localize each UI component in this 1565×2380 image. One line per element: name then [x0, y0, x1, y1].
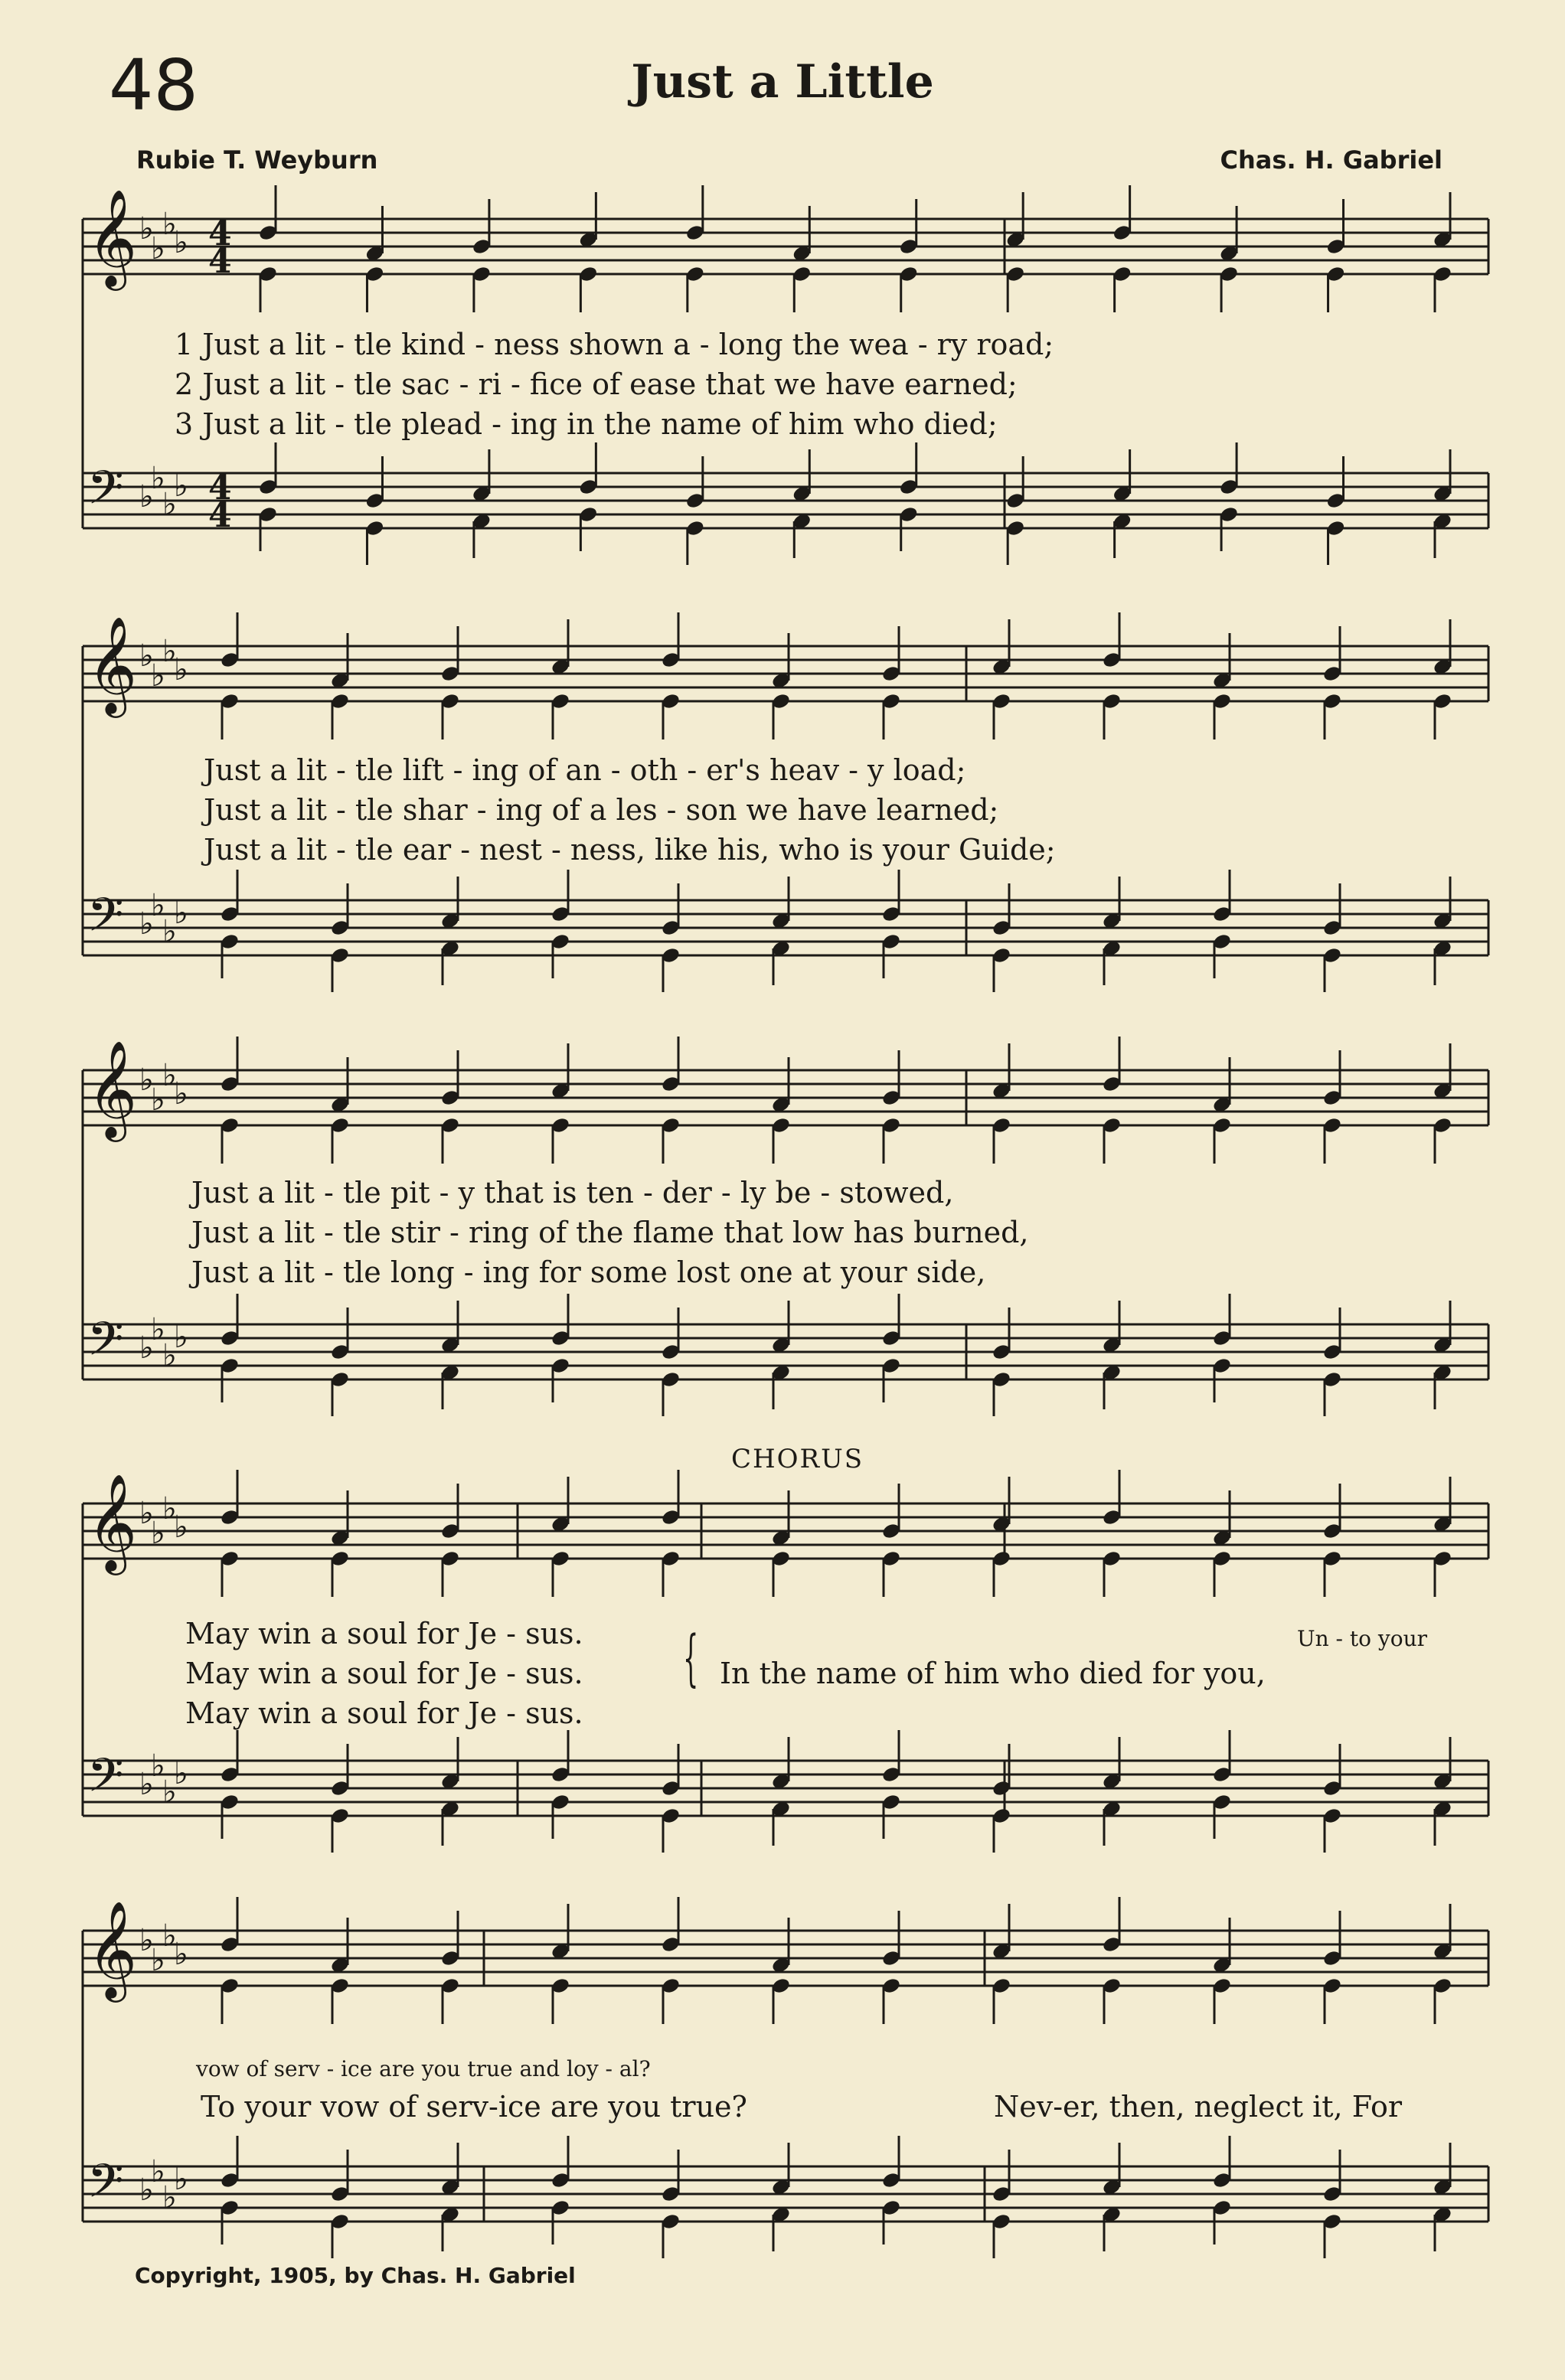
flat-icon: ♭ [139, 906, 154, 942]
flat-icon: ♭ [174, 1320, 188, 1355]
echo-line: vow of serv - ice are you true and loy - al? [196, 2056, 651, 2081]
flat-icon: ♭ [174, 468, 188, 504]
verse-line: Just a lit - tle stir - ring of the flame that low has burned, [191, 1216, 1029, 1249]
treble-clef-icon: 𝄞 [87, 1040, 138, 1138]
flat-icon: ♭ [139, 1923, 154, 1958]
chorus-line: Nev-er, then, neglect it, For [994, 2090, 1403, 2124]
verse-line: Just a lit - tle ear - nest - ness, like his, who is your Guide; [204, 833, 1056, 867]
bass-clef-icon: 𝄢 [87, 888, 124, 954]
flat-icon: ♭ [174, 1937, 188, 1972]
lyricist-credit: Rubie T. Weyburn [136, 145, 378, 175]
chorus-line: To your vow of serv-ice are you true? [201, 2090, 747, 2124]
brace: { [683, 1622, 699, 1693]
time-signature: 4 [208, 496, 232, 535]
bass-clef-icon: 𝄢 [87, 1312, 124, 1378]
refrain-line: May win a soul for Je - sus. [185, 1657, 583, 1690]
time-signature: 4 [208, 242, 232, 281]
flat-icon: ♭ [174, 1756, 188, 1791]
flat-icon: ♭ [151, 461, 165, 496]
bass-clef-icon: 𝄢 [87, 461, 124, 527]
flat-icon: ♭ [162, 634, 177, 669]
flat-icon: ♭ [174, 225, 188, 260]
flat-icon: ♭ [139, 479, 154, 514]
flat-icon: ♭ [174, 896, 188, 931]
flat-icon: ♭ [174, 1510, 188, 1545]
copyright-notice: Copyright, 1905, by Chas. H. Gabriel [135, 2263, 576, 2288]
refrain-line: May win a soul for Je - sus. [185, 1617, 583, 1650]
treble-clef-icon: 𝄞 [87, 1473, 138, 1571]
page-number: 48 [109, 44, 199, 126]
flat-icon: ♭ [162, 207, 177, 242]
bass-clef-icon: 𝄢 [87, 1748, 124, 1814]
flat-icon: ♭ [151, 1516, 165, 1551]
flat-icon: ♭ [139, 1767, 154, 1802]
flat-icon: ♭ [162, 1058, 177, 1093]
chorus-label: CHORUS [731, 1444, 864, 1474]
flat-icon: ♭ [139, 1496, 154, 1531]
echo-line: Un - to your [1297, 1626, 1427, 1651]
verse-line: 2 Just a lit - tle sac - ri - fice of ease that we have earned; [175, 367, 1018, 401]
time-signature: 4 [208, 468, 232, 508]
treble-clef-icon: 𝄞 [87, 1900, 138, 1998]
flat-icon: ♭ [151, 2154, 165, 2189]
flat-icon: ♭ [139, 638, 154, 674]
bass-clef-icon: 𝄢 [87, 2154, 124, 2220]
flat-icon: ♭ [139, 2173, 154, 2208]
flat-icon: ♭ [151, 1748, 165, 1784]
verse-line: Just a lit - tle pit - y that is ten - der - ly be - stowed, [191, 1176, 954, 1210]
flat-icon: ♭ [151, 1082, 165, 1118]
verse-line: Just a lit - tle long - ing for some lost one at your side, [191, 1255, 986, 1289]
composer-credit: Chas. H. Gabriel [1220, 145, 1442, 175]
flat-icon: ♭ [151, 1312, 165, 1347]
refrain-line: May win a soul for Je - sus. [185, 1696, 583, 1730]
verse-line: Just a lit - tle shar - ing of a les - son we have learned; [204, 793, 999, 827]
hymn-title: Just a Little [631, 55, 934, 109]
flat-icon: ♭ [174, 2162, 188, 2197]
flat-icon: ♭ [151, 1943, 165, 1978]
chorus-line: In the name of him who died for you, [720, 1657, 1266, 1690]
verse-line: Just a lit - tle lift - ing of an - oth - er's heav - y load; [204, 753, 966, 787]
flat-icon: ♭ [162, 914, 177, 949]
time-signature: 4 [208, 214, 232, 253]
flat-icon: ♭ [162, 1491, 177, 1526]
flat-icon: ♭ [151, 231, 165, 266]
flat-icon: ♭ [151, 658, 165, 694]
flat-icon: ♭ [139, 211, 154, 246]
verse-line: 1 Just a lit - tle kind - ness shown a - long the wea - ry road; [175, 328, 1054, 361]
flat-icon: ♭ [174, 1076, 188, 1112]
flat-icon: ♭ [139, 1063, 154, 1098]
treble-clef-icon: 𝄞 [87, 615, 138, 713]
treble-clef-icon: 𝄞 [87, 188, 138, 286]
flat-icon: ♭ [162, 2180, 177, 2215]
flat-icon: ♭ [162, 487, 177, 522]
verse-line: 3 Just a lit - tle plead - ing in the name of him who died; [175, 407, 998, 441]
flat-icon: ♭ [151, 888, 165, 923]
flat-icon: ♭ [174, 652, 188, 687]
flat-icon: ♭ [162, 1774, 177, 1810]
flat-icon: ♭ [162, 1338, 177, 1373]
flat-icon: ♭ [162, 1918, 177, 1954]
flat-icon: ♭ [139, 1330, 154, 1366]
